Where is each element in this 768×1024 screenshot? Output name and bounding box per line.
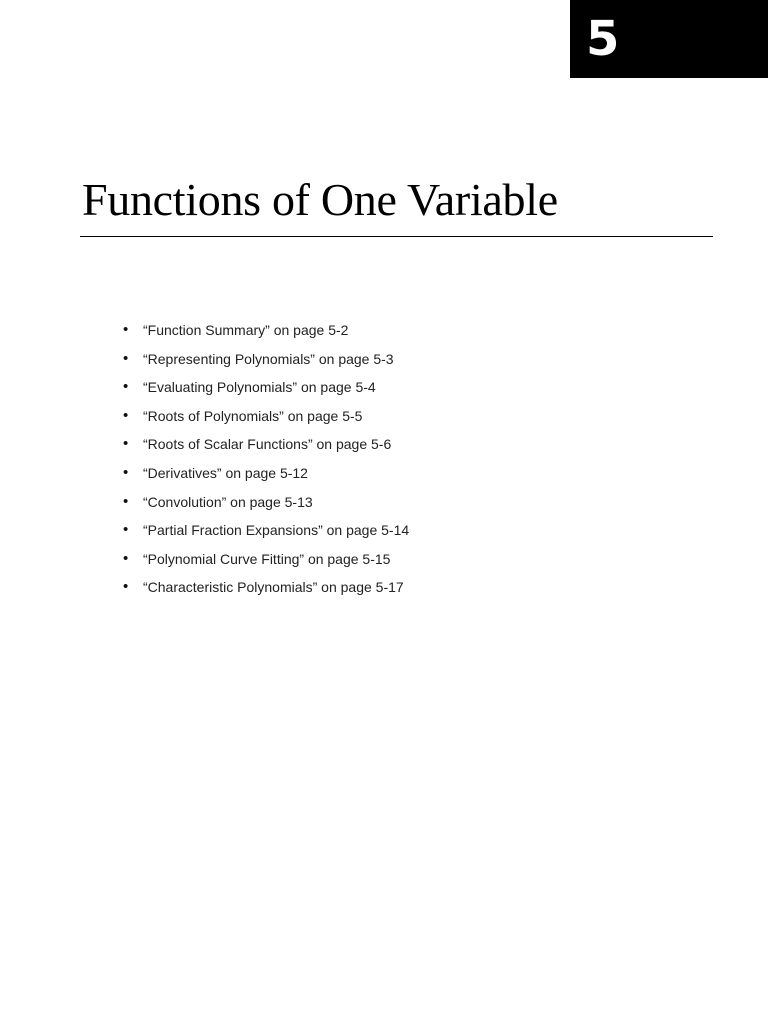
toc-item[interactable]	[123, 373, 409, 402]
toc-link[interactable]: “Characteristic Polynomials” on page 5-17	[143, 579, 404, 596]
bullet-icon: •	[123, 521, 129, 539]
toc-link[interactable]: “Polynomial Curve Fitting” on page 5-15	[143, 550, 391, 567]
toc-link[interactable]: “Partial Fraction Expansions” on page 5-14	[143, 522, 410, 539]
bullet-icon: •	[123, 378, 129, 396]
bullet-icon: •	[123, 463, 129, 481]
bullet-icon: •	[123, 406, 129, 424]
toc-item[interactable]	[123, 459, 409, 488]
bullet-icon: •	[123, 349, 129, 367]
bullet-icon: •	[123, 549, 129, 567]
toc-item[interactable]	[123, 545, 409, 574]
toc-link[interactable]: “Convolution” on page 5-13	[143, 493, 313, 510]
toc-item[interactable]	[123, 573, 409, 602]
toc-link[interactable]: “Representing Polynomials” on page 5-3	[143, 350, 394, 367]
toc-link[interactable]: “Evaluating Polynomials” on page 5-4	[143, 379, 376, 396]
toc-link[interactable]: “Derivatives” on page 5-12	[143, 464, 308, 481]
toc-link[interactable]: “Roots of Polynomials” on page 5-5	[143, 407, 363, 424]
title-divider	[80, 236, 713, 237]
toc-link[interactable]: “Function Summary” on page 5-2	[143, 322, 349, 338]
toc-item[interactable]	[123, 345, 409, 374]
bullet-icon: •	[123, 435, 129, 453]
chapter-contents-list	[123, 316, 409, 602]
chapter-title: Functions of One Variable	[82, 174, 558, 225]
toc-item[interactable]	[123, 316, 409, 345]
toc-item[interactable]	[123, 430, 409, 459]
chapter-tab	[570, 0, 768, 78]
bullet-icon: •	[123, 578, 129, 596]
toc-item[interactable]	[123, 402, 409, 431]
bullet-icon: •	[123, 321, 129, 338]
bullet-icon: •	[123, 492, 129, 510]
toc-item[interactable]	[123, 516, 409, 545]
toc-link[interactable]: “Roots of Scalar Functions” on page 5-6	[143, 436, 392, 453]
chapter-number: 5	[586, 11, 620, 67]
toc-item[interactable]	[123, 488, 409, 517]
